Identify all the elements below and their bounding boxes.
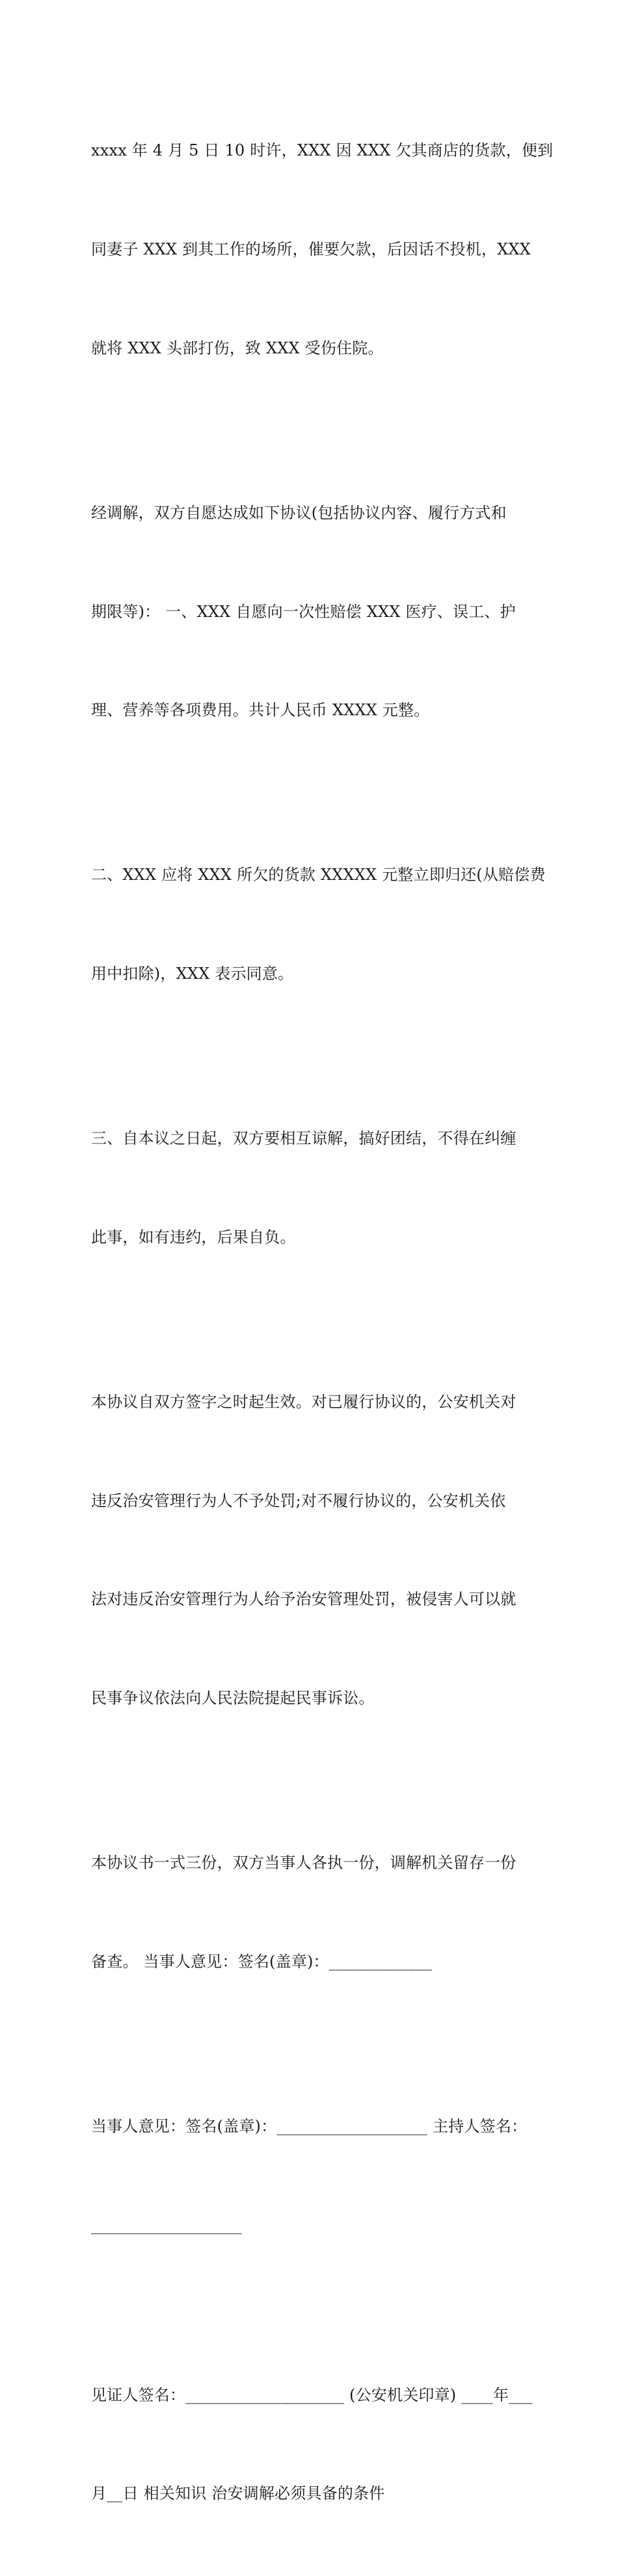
signature-line-host: ___________________: [91, 2215, 242, 2234]
text-line: 用中扣除)，XXX 表示同意。: [91, 965, 294, 983]
text-line: 月__日 相关知识 治安调解必须具备的条件: [91, 2484, 385, 2503]
text-line: 本协议书一式三份，双方当事人各执一份，调解机关留存一份: [91, 1854, 517, 1872]
text-line: xxxx 年 4 月 5 日 10 时许，XXX 因 XXX 欠其商店的货款，便到: [91, 141, 554, 160]
signature-line-party-a: 备查。 当事人意见：签名(盖章)：_____________: [91, 1952, 433, 1971]
paragraph-witness: [91, 2312, 533, 2576]
text-line: 同妻子 XXX 到其工作的场所，催要欠款，后因话不投机，XXX: [91, 240, 531, 258]
signature-line-witness: 见证人签名：____________________ (公安机关印章) ____年___: [91, 2385, 533, 2404]
text-line: 期限等)： 一、XXX 自愿向一次性赔偿 XXX 医疗、误工、护: [91, 602, 516, 621]
paragraph-effect: [91, 1320, 533, 1781]
text-line: 本协议自双方签字之时起生效。对已履行协议的，公安机关对: [91, 1392, 517, 1411]
paragraph-clause-3: [91, 1056, 533, 1320]
paragraph-signatures: [91, 2044, 533, 2308]
paragraph-incident: [91, 68, 554, 431]
text-line: 理、营养等各项费用。共计人民币 XXXX 元整。: [91, 701, 430, 720]
text-line: 三、自本议之日起，双方要相互谅解，搞好团结，不得在纠缠: [91, 1129, 517, 1147]
signature-line-party-b: 当事人意见：签名(盖章)：___________________ 主持人签名：: [91, 2117, 528, 2135]
paragraph-copies: [91, 1781, 533, 2044]
text-line: 经调解，双方自愿达成如下协议(包括协议内容、履行方式和: [91, 503, 507, 522]
spacer: [91, 2307, 533, 2312]
paragraph-clause-1: [91, 431, 533, 793]
paragraph-clause-2: [91, 793, 546, 1056]
text-line: 二、XXX 应将 XXX 所欠的货款 XXXXX 元整立即归还(从赔偿费: [91, 866, 546, 884]
text-line: 就将 XXX 头部打伤，致 XXX 受伤住院。: [91, 338, 384, 357]
text-line: 此事，如有违约，后果自负。: [91, 1227, 296, 1246]
text-line: 法对违反治安管理行为人给予治安管理处罚，被侵害人可以就: [91, 1590, 517, 1609]
text-line: 民事争议依法向人民法院提起民事诉讼。: [91, 1689, 375, 1708]
document-body: [91, 68, 554, 2576]
text-line: 违反治安管理行为人不予处罚;对不履行协议的，公安机关依: [91, 1491, 506, 1510]
